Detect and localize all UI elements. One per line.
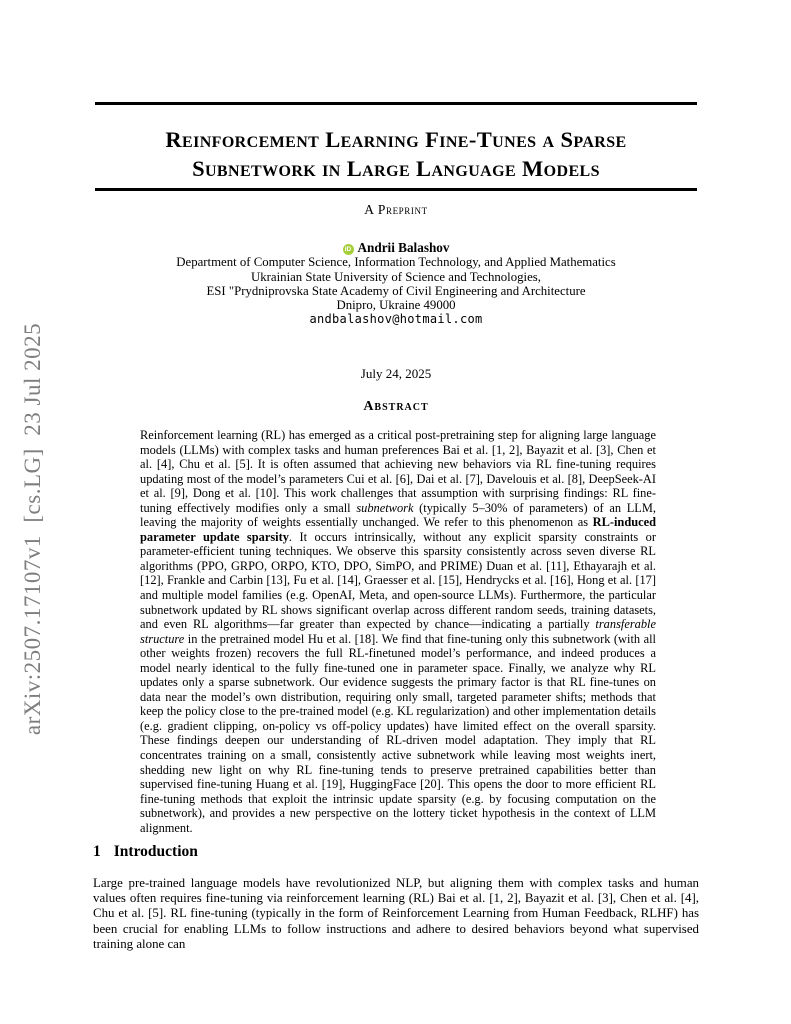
abstract-heading: Abstract — [363, 399, 429, 414]
page-title — [95, 125, 697, 183]
arxiv-watermark: arXiv:2507.17107v1 [cs.LG] 23 Jul 2025 — [20, 322, 45, 736]
top-rule — [95, 102, 697, 105]
section-number: 1 — [93, 843, 101, 860]
publication-date: July 24, 2025 — [360, 366, 432, 381]
affiliation-line: Department of Computer Science, Information Technology, and Applied Mathematics — [176, 255, 616, 270]
author-name-line — [95, 241, 697, 255]
section-heading-introduction — [93, 843, 699, 861]
affiliation-line: Ukrainian State University of Science and Technologies, — [251, 269, 541, 284]
author-email: andbalashov@hotmail.com — [309, 312, 483, 327]
introduction-paragraph: Large pre-trained language models have revolutionized NLP, but aligning them with complex tasks and human values often requires fine-tuning via reinforcement learning (RL) Bai et al. [1, 2], Bayazit et al. [3], Chen et al. [4], Chu et al. [5]. RL fine-tuning (typically in the form of Reinforcement Learning from Human Feedback, RLHF) has been crucial for enabling LLMs to follow instructions and adhere to desired behaviors beyond what supervised training alone can — [93, 876, 699, 951]
author-name: Andrii Balashov — [357, 240, 450, 255]
orcid-icon[interactable]: iD — [343, 244, 354, 255]
affiliation-line: ESI "Prydniprovska State Academy of Civil Engineering and Architecture — [206, 283, 586, 298]
title-line-2: Subnetwork in Large Language Models — [192, 156, 600, 182]
author-block — [95, 241, 697, 327]
affiliation-line: Dnipro, Ukraine 49000 — [336, 298, 456, 313]
section-title: Introduction — [113, 843, 198, 860]
preprint-label: A Preprint — [364, 202, 428, 217]
title-line-1: Reinforcement Learning Fine-Tunes a Sparse — [165, 127, 627, 153]
bottom-rule — [95, 188, 697, 191]
abstract-text: Reinforcement learning (RL) has emerged as a critical post-pretraining step for aligning large language models (LLMs) with complex tasks and human preferences Bai et al. [1, 2], Bayazit et al. [3], Chen et al. [4], Chu et al. [5]. It is often assumed that achieving new behaviors via RL fine-tuning requires updating most of the model’s parameters Cui et al. [6], Dai et al. [7], Davelouis et al. [8], DeepSeek-AI et al. [9], Dong et al. [10]. This work challenges that assumption with surprising findings: RL fine-tuning effectively modifies only a small subnetwork (typically 5–30% of parameters) of an LLM, leaving the majority of weights essentially unchanged. We refer to this phenomenon as RL-induced parameter update sparsity. It occurs intrinsically, without any explicit sparsity constraints or parameter-efficient tuning techniques. We observe this sparsity consistently across seven diverse RL algorithms (PPO, GRPO, ORPO, KTO, DPO, SimPO, and PRIME) Duan et al. [11], Ethayarajh et al. [12], Frankle and Carbin [13], Fu et al. [14], Graesser et al. [15], Hendrycks et al. [16], Hong et al. [17] and multiple model families (e.g. OpenAI, Meta, and open-source LLMs). Furthermore, the particular subnetwork updated by RL shows significant overlap across different random seeds, training datasets, and even RL algorithms—far greater than expected by chance—indicating a partially transferable structure in the pretrained model Hu et al. [18]. We find that fine-tuning only this subnetwork (with all other weights frozen) recovers the full RL-finetuned model’s performance, and indeed produces a model nearly identical to the fully fine-tuned one in parameter space. Finally, we analyze why RL updates only a sparse subnetwork. Our evidence suggests the primary factor is that RL fine-tunes on data near the model’s own distribution, requiring only small, targeted parameter shifts; methods that keep the policy close to the pre-trained model (e.g. KL regularization) and other implementation details (e.g. gradient clipping, on-policy vs off-policy updates) have limited effect on the overall sparsity. These findings deepen our understanding of RL-driven model adaptation. They imply that RL concentrates training on a small, consistently active subnetwork while leaving most weights inert, shedding new light on why RL fine-tuning tends to preserve pretrained capabilities better than supervised fine-tuning Huang et al. [19], HuggingFace [20]. This opens the door to more efficient RL fine-tuning methods that exploit the intrinsic update sparsity (e.g. by focusing computation on the subnetwork), and provides a new perspective on the lottery ticket hypothesis in the context of LLM alignment. — [140, 428, 657, 835]
